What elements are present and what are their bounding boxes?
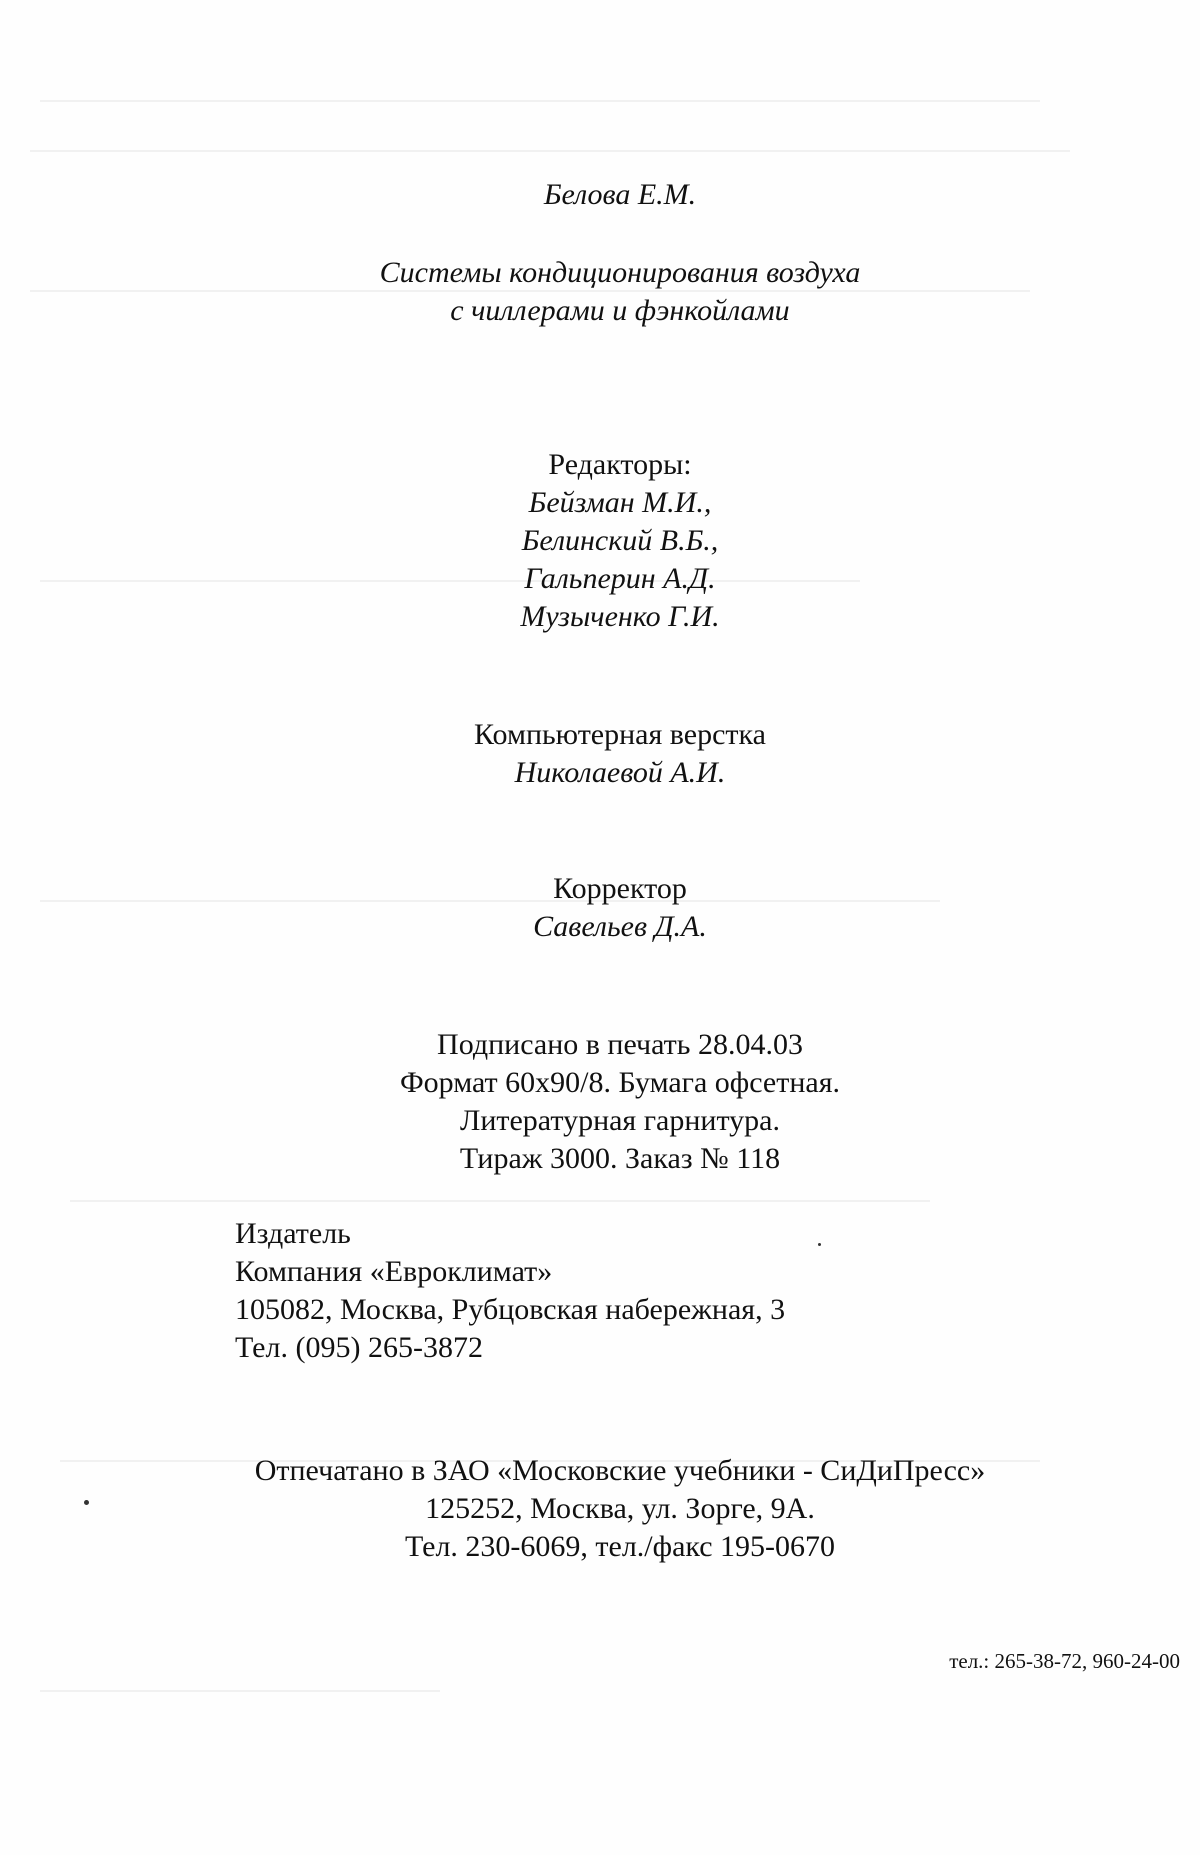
print-info-line: Подписано в печать 28.04.03 xyxy=(437,1028,803,1061)
publisher-block xyxy=(235,1215,785,1367)
book-title xyxy=(0,254,1200,330)
book-title-line-1: Системы кондиционирования воздуха xyxy=(379,256,861,289)
scan-speck xyxy=(84,1500,89,1505)
show-through-line xyxy=(30,150,1070,152)
editors-heading: Редакторы: xyxy=(548,448,692,481)
layout-credit-heading: Компьютерная верстка xyxy=(474,718,766,751)
editors-block xyxy=(0,446,1200,636)
book-title-line-2: с чиллерами и фэнкойлами xyxy=(450,294,790,327)
show-through-line xyxy=(40,1690,440,1692)
print-info-line: Формат 60х90/8. Бумага офсетная. xyxy=(399,1066,841,1099)
print-info-line: Литературная гарнитура. xyxy=(459,1104,780,1137)
printer-block xyxy=(0,1452,1200,1566)
editor-name: Музыченко Г.И. xyxy=(520,600,720,633)
author-block xyxy=(0,176,1200,214)
proofreader-name: Савельев Д.А. xyxy=(533,910,707,943)
print-info-line: Тираж 3000. Заказ № 118 xyxy=(459,1142,781,1175)
layout-credit-block xyxy=(0,716,1200,792)
publisher-name: Компания «Евроклимат» xyxy=(235,1255,553,1288)
proofreader-block xyxy=(0,870,1200,946)
show-through-line xyxy=(70,1200,930,1202)
printer-line-2: 125252, Москва, ул. Зорге, 9А. xyxy=(425,1492,815,1525)
editor-name: Гальперин А.Д. xyxy=(524,562,716,595)
layout-credit-name: Николаевой А.И. xyxy=(514,756,726,789)
proofreader-heading: Корректор xyxy=(553,872,687,905)
publisher-heading: Издатель xyxy=(235,1217,351,1250)
scan-speck xyxy=(818,1243,821,1246)
author-name: Белова Е.М. xyxy=(543,178,697,211)
publisher-address: 105082, Москва, Рубцовская набережная, 3 xyxy=(235,1293,786,1326)
print-info-block xyxy=(0,1026,1200,1178)
editor-name: Бейзман М.И., xyxy=(528,486,712,519)
printer-line-3: Тел. 230-6069, тел./факс 195-0670 xyxy=(404,1530,836,1563)
editor-name: Белинский В.Б., xyxy=(521,524,719,557)
show-through-line xyxy=(40,100,1040,102)
stamp-phone: тел.: 265-38-72, 960-24-00 xyxy=(949,1649,1180,1673)
publisher-phone: Тел. (095) 265-3872 xyxy=(235,1331,483,1364)
printer-line-1: Отпечатано в ЗАО «Московские учебники - СиДиПресс» xyxy=(254,1454,986,1487)
